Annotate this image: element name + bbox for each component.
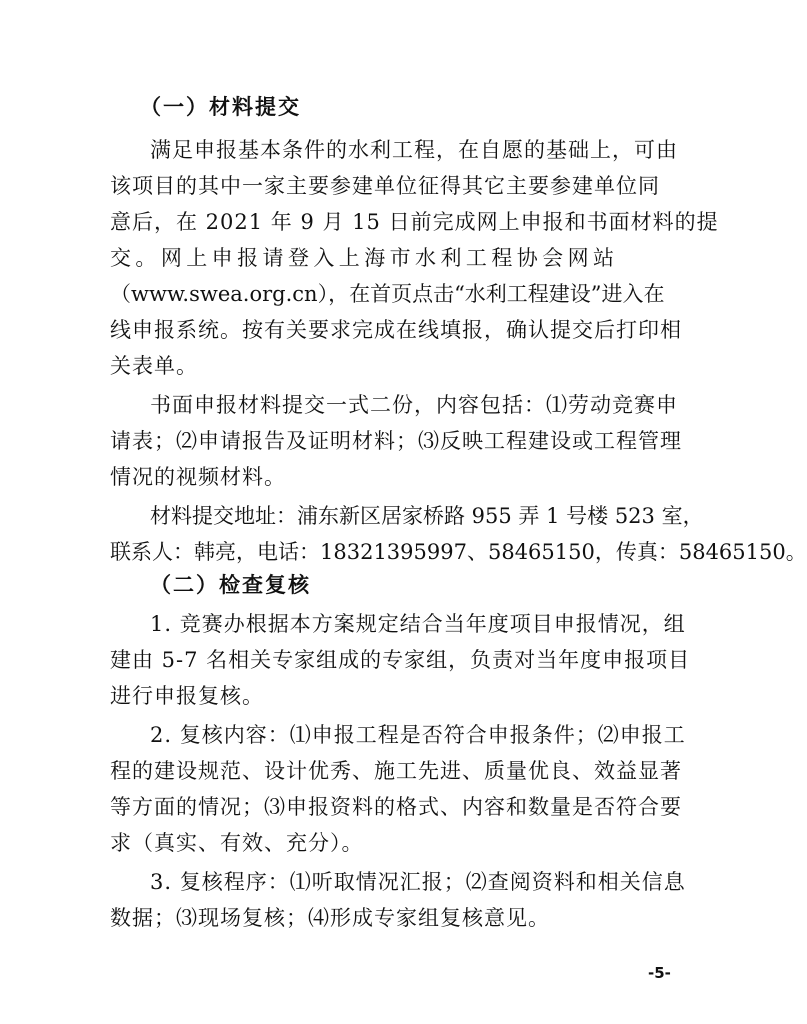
paragraph-line: （www.swea.org.cn），在首页点击“水利工程建设”进入在	[110, 282, 665, 306]
paragraph-line: 求（真实、有效、充分）。	[110, 831, 364, 855]
paragraph-line: 满足申报基本条件的水利工程，在自愿的基础上，可由	[150, 138, 678, 162]
paragraph-line: 建由 5-7 名相关专家组成的专家组，负责对当年度申报项目	[110, 648, 691, 672]
paragraph-line: 3. 复核程序：⑴听取情况汇报；⑵查阅资料和相关信息	[150, 870, 686, 894]
paragraph-line: 该项目的其中一家主要参建单位征得其它主要参建单位同	[110, 174, 660, 198]
page-number: -5-	[648, 964, 671, 982]
paragraph-line: 交。网上申报请登入上海市水利工程协会网站	[110, 246, 615, 270]
contact-line: 联系人：韩亮，电话：18321395997、58465150，传真：58465150。	[110, 540, 807, 564]
paragraph-line: 线申报系统。按有关要求完成在线填报，确认提交后打印相	[110, 318, 682, 342]
paragraph-line: 进行申报复核。	[110, 684, 264, 708]
paragraph-line: 1. 竞赛办根据本方案规定结合当年度项目申报情况，组	[150, 612, 686, 636]
paragraph-line: 数据；⑶现场复核；⑷形成专家组复核意见。	[110, 906, 550, 930]
paragraph-line: 程的建设规范、设计优秀、施工先进、质量优良、效益显著	[110, 759, 682, 783]
paragraph-line: 关表单。	[110, 354, 198, 378]
paragraph-line: 等方面的情况；⑶申报资料的格式、内容和数量是否符合要	[110, 795, 682, 819]
paragraph-line: 情况的视频材料。	[110, 465, 286, 489]
paragraph-line: 意后，在 2021 年 9 月 15 日前完成网上申报和书面材料的提	[110, 210, 719, 234]
section-heading-materials: （一）材料提交	[140, 94, 301, 119]
paragraph-line: 请表；⑵申请报告及证明材料；⑶反映工程建设或工程管理	[110, 429, 682, 453]
paragraph-line: 2. 复核内容：⑴申报工程是否符合申报条件；⑵申报工	[150, 723, 686, 747]
paragraph-line: 书面申报材料提交一式二份，内容包括：⑴劳动竞赛申	[150, 393, 678, 417]
section-heading-review: （二）检查复核	[150, 572, 311, 597]
address-line: 材料提交地址：浦东新区居家桥路 955 弄 1 号楼 523 室，	[150, 504, 704, 528]
